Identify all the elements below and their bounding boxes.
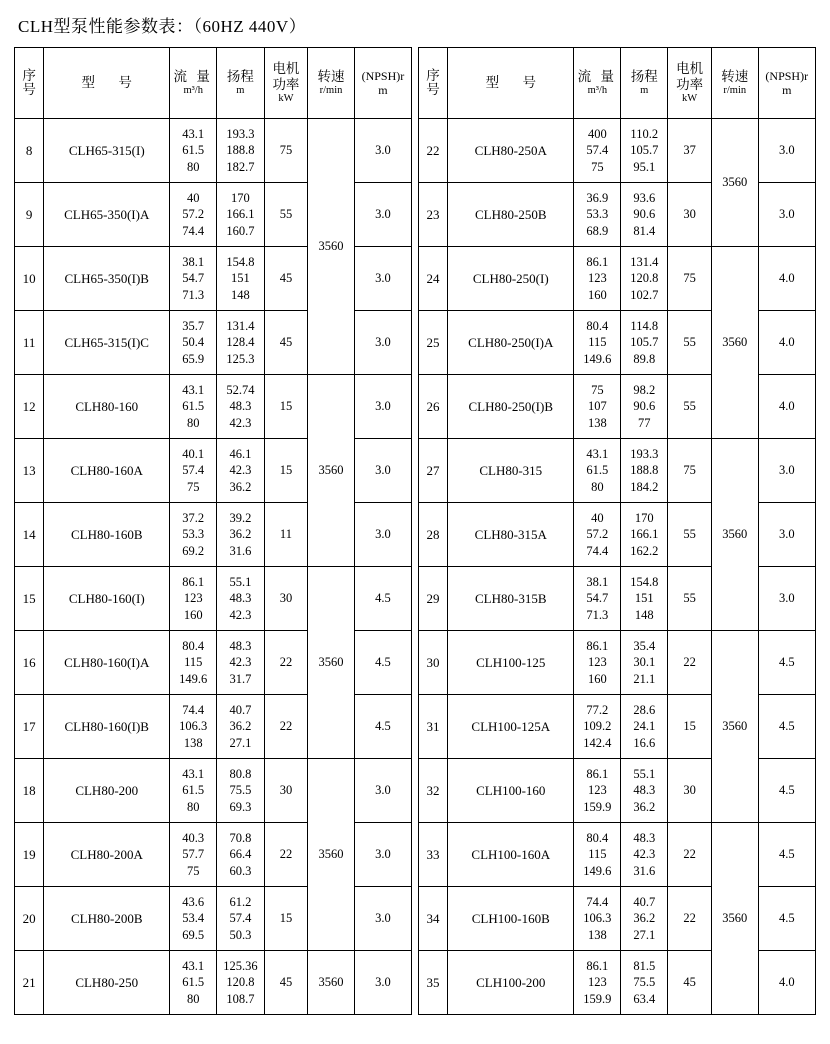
cell-head: 193.3 188.8 184.2 — [621, 439, 668, 503]
cell-model: CLH80-315B — [448, 567, 574, 631]
cell-model: CLH100-125A — [448, 695, 574, 759]
cell-index: 12 — [15, 375, 44, 439]
cell-index: 19 — [15, 823, 44, 887]
cell-npsh: 4.5 — [758, 759, 815, 823]
cell-speed: 3560 — [308, 375, 354, 567]
cell-head: 154.8 151 148 — [621, 567, 668, 631]
cell-power: 30 — [264, 567, 308, 631]
cell-power: 22 — [668, 823, 712, 887]
cell-model: CLH65-315(I)C — [44, 311, 170, 375]
cell-speed: 3560 — [711, 247, 758, 439]
cell-flow: 86.1 123 160 — [170, 567, 217, 631]
cell-power: 30 — [668, 759, 712, 823]
cell-head: 48.3 42.3 31.6 — [621, 823, 668, 887]
cell-flow: 77.2 109.2 142.4 — [574, 695, 621, 759]
cell-head: 170 166.1 162.2 — [621, 503, 668, 567]
cell-model: CLH80-200B — [44, 887, 170, 951]
cell-npsh: 3.0 — [354, 439, 411, 503]
table-row — [418, 247, 815, 311]
cell-flow: 43.6 53.4 69.5 — [170, 887, 217, 951]
cell-index: 11 — [15, 311, 44, 375]
cell-index: 9 — [15, 183, 44, 247]
cell-head: 46.1 42.3 36.2 — [217, 439, 265, 503]
cell-power: 45 — [264, 311, 308, 375]
cell-npsh: 4.5 — [758, 887, 815, 951]
cell-flow: 80.4 115 149.6 — [170, 631, 217, 695]
cell-power: 55 — [668, 503, 712, 567]
cell-head: 61.2 57.4 50.3 — [217, 887, 265, 951]
cell-model: CLH80-200A — [44, 823, 170, 887]
cell-npsh: 3.0 — [354, 247, 411, 311]
cell-npsh: 4.5 — [354, 695, 411, 759]
performance-table-right — [418, 47, 816, 1015]
cell-index: 26 — [418, 375, 447, 439]
cell-npsh: 4.5 — [758, 823, 815, 887]
cell-flow: 400 57.4 75 — [574, 119, 621, 183]
cell-model: CLH80-160(I)A — [44, 631, 170, 695]
table-row — [418, 439, 815, 503]
cell-index: 32 — [418, 759, 447, 823]
cell-flow: 38.1 54.7 71.3 — [574, 567, 621, 631]
cell-speed: 3560 — [308, 759, 354, 951]
performance-table-left — [14, 47, 412, 1015]
cell-model: CLH80-250(I) — [448, 247, 574, 311]
cell-head: 80.8 75.5 69.3 — [217, 759, 265, 823]
header-power: 电机 功率 kW — [264, 48, 308, 119]
cell-npsh: 4.0 — [758, 375, 815, 439]
cell-model: CLH80-250 — [44, 951, 170, 1015]
cell-power: 22 — [668, 631, 712, 695]
cell-index: 10 — [15, 247, 44, 311]
cell-flow: 74.4 106.3 138 — [574, 887, 621, 951]
cell-npsh: 3.0 — [758, 567, 815, 631]
cell-head: 35.4 30.1 21.1 — [621, 631, 668, 695]
cell-model: CLH65-350(I)A — [44, 183, 170, 247]
table-row — [15, 759, 412, 823]
table-row — [15, 567, 412, 631]
cell-index: 17 — [15, 695, 44, 759]
cell-npsh: 4.5 — [354, 631, 411, 695]
cell-head: 39.2 36.2 31.6 — [217, 503, 265, 567]
cell-head: 55.1 48.3 42.3 — [217, 567, 265, 631]
cell-head: 55.1 48.3 36.2 — [621, 759, 668, 823]
cell-power: 22 — [264, 695, 308, 759]
table-header-row — [15, 48, 412, 119]
tables-container — [14, 47, 816, 1015]
cell-npsh: 3.0 — [758, 119, 815, 183]
cell-npsh: 4.5 — [758, 631, 815, 695]
cell-power: 55 — [264, 183, 308, 247]
cell-speed: 3560 — [308, 951, 354, 1015]
cell-flow: 40.1 57.4 75 — [170, 439, 217, 503]
cell-speed: 3560 — [308, 119, 354, 375]
cell-model: CLH80-250A — [448, 119, 574, 183]
cell-head: 93.6 90.6 81.4 — [621, 183, 668, 247]
cell-head: 28.6 24.1 16.6 — [621, 695, 668, 759]
cell-model: CLH65-315(I) — [44, 119, 170, 183]
header-head: 扬程 m — [217, 48, 265, 119]
cell-flow: 43.1 61.5 80 — [170, 759, 217, 823]
cell-npsh: 4.0 — [758, 247, 815, 311]
cell-model: CLH80-200 — [44, 759, 170, 823]
cell-npsh: 3.0 — [354, 119, 411, 183]
cell-head: 110.2 105.7 95.1 — [621, 119, 668, 183]
table-row — [15, 119, 412, 183]
cell-index: 16 — [15, 631, 44, 695]
cell-power: 15 — [264, 375, 308, 439]
header-seq: 序 号 — [418, 48, 447, 119]
cell-head: 52.74 48.3 42.3 — [217, 375, 265, 439]
cell-model: CLH80-160 — [44, 375, 170, 439]
cell-flow: 40.3 57.7 75 — [170, 823, 217, 887]
cell-speed: 3560 — [308, 567, 354, 759]
cell-model: CLH80-315A — [448, 503, 574, 567]
header-power: 电机 功率 kW — [668, 48, 712, 119]
cell-model: CLH80-315 — [448, 439, 574, 503]
table-row — [15, 375, 412, 439]
cell-model: CLH80-250B — [448, 183, 574, 247]
table-row — [418, 119, 815, 183]
header-npsh: (NPSH)r m — [758, 48, 815, 119]
cell-npsh: 3.0 — [354, 951, 411, 1015]
cell-npsh: 4.5 — [354, 567, 411, 631]
cell-index: 25 — [418, 311, 447, 375]
cell-power: 15 — [264, 887, 308, 951]
cell-power: 45 — [668, 951, 712, 1015]
cell-head: 114.8 105.7 89.8 — [621, 311, 668, 375]
cell-power: 75 — [264, 119, 308, 183]
cell-model: CLH80-160B — [44, 503, 170, 567]
cell-index: 24 — [418, 247, 447, 311]
cell-model: CLH100-200 — [448, 951, 574, 1015]
cell-head: 154.8 151 148 — [217, 247, 265, 311]
cell-flow: 80.4 115 149.6 — [574, 823, 621, 887]
page-title: CLH型泵性能参数表：（60HZ 440V） — [18, 17, 307, 36]
cell-npsh: 4.0 — [758, 311, 815, 375]
cell-index: 20 — [15, 887, 44, 951]
cell-model: CLH65-350(I)B — [44, 247, 170, 311]
cell-flow: 75 107 138 — [574, 375, 621, 439]
cell-flow: 43.1 61.5 80 — [170, 119, 217, 183]
cell-model: CLH80-160(I)B — [44, 695, 170, 759]
cell-model: CLH80-160A — [44, 439, 170, 503]
cell-head: 48.3 42.3 31.7 — [217, 631, 265, 695]
cell-npsh: 3.0 — [354, 823, 411, 887]
header-head: 扬程 m — [621, 48, 668, 119]
cell-flow: 86.1 123 160 — [574, 247, 621, 311]
cell-index: 14 — [15, 503, 44, 567]
cell-flow: 80.4 115 149.6 — [574, 311, 621, 375]
cell-index: 33 — [418, 823, 447, 887]
cell-model: CLH100-160 — [448, 759, 574, 823]
cell-flow: 86.1 123 159.9 — [574, 759, 621, 823]
cell-head: 125.36 120.8 108.7 — [217, 951, 265, 1015]
table-row — [15, 951, 412, 1015]
cell-head: 131.4 120.8 102.7 — [621, 247, 668, 311]
header-speed: 转速 r/min — [308, 48, 354, 119]
cell-flow: 86.1 123 160 — [574, 631, 621, 695]
cell-power: 15 — [264, 439, 308, 503]
cell-npsh: 3.0 — [354, 375, 411, 439]
cell-model: CLH100-125 — [448, 631, 574, 695]
cell-head: 70.8 66.4 60.3 — [217, 823, 265, 887]
cell-flow: 43.1 61.5 80 — [574, 439, 621, 503]
cell-flow: 35.7 50.4 65.9 — [170, 311, 217, 375]
cell-power: 22 — [264, 823, 308, 887]
cell-npsh: 3.0 — [354, 887, 411, 951]
cell-index: 31 — [418, 695, 447, 759]
cell-npsh: 3.0 — [758, 183, 815, 247]
cell-index: 18 — [15, 759, 44, 823]
header-model: 型 号 — [448, 48, 574, 119]
cell-index: 27 — [418, 439, 447, 503]
cell-index: 28 — [418, 503, 447, 567]
cell-model: CLH80-250(I)A — [448, 311, 574, 375]
cell-flow: 40 57.2 74.4 — [170, 183, 217, 247]
cell-flow: 86.1 123 159.9 — [574, 951, 621, 1015]
cell-index: 15 — [15, 567, 44, 631]
cell-model: CLH100-160A — [448, 823, 574, 887]
cell-head: 98.2 90.6 77 — [621, 375, 668, 439]
header-npsh: (NPSH)r m — [354, 48, 411, 119]
header-model: 型 号 — [44, 48, 170, 119]
table-row — [418, 823, 815, 887]
cell-index: 29 — [418, 567, 447, 631]
cell-npsh: 3.0 — [354, 759, 411, 823]
cell-index: 21 — [15, 951, 44, 1015]
cell-flow: 37.2 53.3 69.2 — [170, 503, 217, 567]
cell-power: 55 — [668, 567, 712, 631]
cell-flow: 74.4 106.3 138 — [170, 695, 217, 759]
cell-flow: 36.9 53.3 68.9 — [574, 183, 621, 247]
cell-speed: 3560 — [711, 823, 758, 1015]
cell-npsh: 4.0 — [758, 951, 815, 1015]
cell-npsh: 3.0 — [758, 503, 815, 567]
cell-head: 131.4 128.4 125.3 — [217, 311, 265, 375]
cell-model: CLH100-160B — [448, 887, 574, 951]
cell-flow: 38.1 54.7 71.3 — [170, 247, 217, 311]
cell-power: 75 — [668, 247, 712, 311]
cell-power: 22 — [264, 631, 308, 695]
cell-power: 37 — [668, 119, 712, 183]
cell-head: 81.5 75.5 63.4 — [621, 951, 668, 1015]
cell-power: 15 — [668, 695, 712, 759]
cell-npsh: 3.0 — [354, 503, 411, 567]
cell-index: 8 — [15, 119, 44, 183]
header-speed: 转速 r/min — [711, 48, 758, 119]
cell-head: 170 166.1 160.7 — [217, 183, 265, 247]
cell-index: 23 — [418, 183, 447, 247]
cell-head: 40.7 36.2 27.1 — [621, 887, 668, 951]
table-row — [418, 631, 815, 695]
cell-power: 45 — [264, 247, 308, 311]
cell-power: 55 — [668, 375, 712, 439]
cell-index: 22 — [418, 119, 447, 183]
table-header-row — [418, 48, 815, 119]
header-seq: 序 号 — [15, 48, 44, 119]
cell-power: 55 — [668, 311, 712, 375]
cell-power: 45 — [264, 951, 308, 1015]
cell-index: 13 — [15, 439, 44, 503]
cell-power: 30 — [668, 183, 712, 247]
cell-flow: 43.1 61.5 80 — [170, 951, 217, 1015]
cell-flow: 43.1 61.5 80 — [170, 375, 217, 439]
cell-power: 30 — [264, 759, 308, 823]
cell-head: 40.7 36.2 27.1 — [217, 695, 265, 759]
cell-npsh: 4.5 — [758, 695, 815, 759]
cell-npsh: 3.0 — [354, 183, 411, 247]
cell-power: 75 — [668, 439, 712, 503]
cell-head: 193.3 188.8 182.7 — [217, 119, 265, 183]
cell-speed: 3560 — [711, 439, 758, 631]
cell-model: CLH80-250(I)B — [448, 375, 574, 439]
cell-index: 34 — [418, 887, 447, 951]
cell-power: 11 — [264, 503, 308, 567]
cell-npsh: 3.0 — [354, 311, 411, 375]
cell-speed: 3560 — [711, 119, 758, 247]
cell-index: 35 — [418, 951, 447, 1015]
header-flow: 流 量 m³/h — [574, 48, 621, 119]
cell-power: 22 — [668, 887, 712, 951]
cell-model: CLH80-160(I) — [44, 567, 170, 631]
cell-speed: 3560 — [711, 631, 758, 823]
cell-flow: 40 57.2 74.4 — [574, 503, 621, 567]
header-flow: 流 量 m³/h — [170, 48, 217, 119]
cell-index: 30 — [418, 631, 447, 695]
cell-npsh: 3.0 — [758, 439, 815, 503]
